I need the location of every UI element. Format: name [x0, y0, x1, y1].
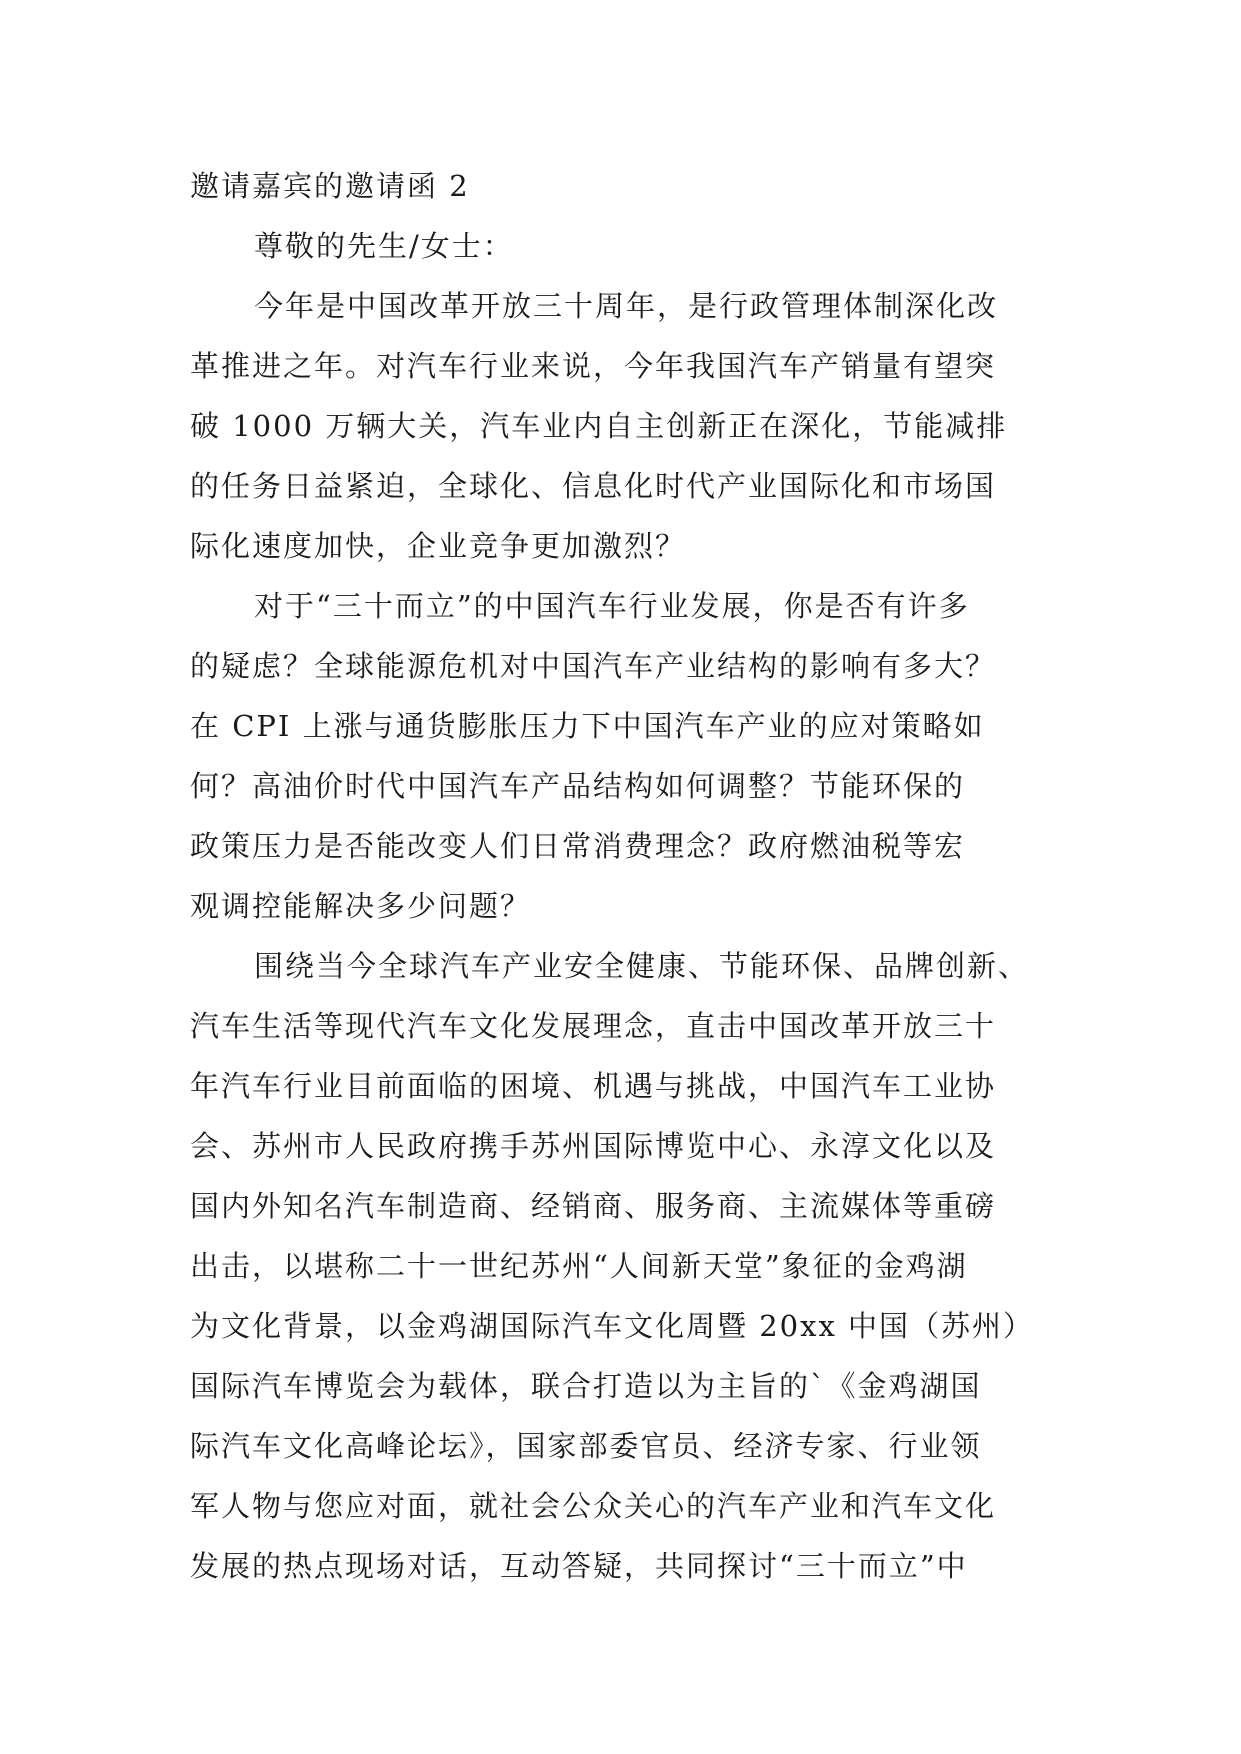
paragraph-line: 观调控能解决多少问题？ — [190, 889, 532, 923]
paragraph-line: 在 CPI 上涨与通货膨胀压力下中国汽车产业的应对策略如 — [190, 709, 985, 743]
paragraph-line: 今年是中国改革开放三十周年，是行政管理体制深化改 — [254, 289, 999, 323]
paragraph-line: 际化速度加快，企业竞争更加激烈？ — [190, 529, 687, 563]
paragraph-line: 何？高油价时代中国汽车产品结构如何调整？节能环保的 — [190, 769, 966, 803]
body-paragraph — [190, 944, 1060, 1604]
paragraph-line: 国际汽车博览会为载体，联合打造以为主旨的`《金鸡湖国 — [190, 1369, 982, 1403]
body-paragraph — [190, 584, 1060, 944]
paragraph-line: 年汽车行业目前面临的困境、机遇与挑战，中国汽车工业协 — [190, 1069, 997, 1103]
paragraph-line: 围绕当今全球汽车产业安全健康、节能环保、品牌创新、 — [254, 949, 1030, 983]
paragraph-line: 革推进之年。对汽车行业来说，今年我国汽车产销量有望突 — [190, 349, 997, 383]
body-paragraph — [190, 284, 1060, 584]
paragraph-line: 的疑虑？全球能源危机对中国汽车产业结构的影响有多大？ — [190, 649, 997, 683]
paragraph-line: 为文化背景，以金鸡湖国际汽车文化周暨 20xx 中国（苏州） — [190, 1309, 1035, 1343]
document-title: 邀请嘉宾的邀请函 2 — [190, 169, 470, 203]
paragraph-line: 军人物与您应对面，就社会公众关心的汽车产业和汽车文化 — [190, 1489, 997, 1523]
salutation: 尊敬的先生/女士： — [254, 229, 514, 263]
paragraph-line: 会、苏州市人民政府携手苏州国际博览中心、永淳文化以及 — [190, 1129, 997, 1163]
paragraph-list — [190, 284, 1060, 1604]
paragraph-line: 出击，以堪称二十一世纪苏州“人间新天堂”象征的金鸡湖 — [190, 1249, 968, 1283]
paragraph-line: 的任务日益紧迫，全球化、信息化时代产业国际化和市场国 — [190, 469, 997, 503]
paragraph-line: 汽车生活等现代汽车文化发展理念，直击中国改革开放三十 — [190, 1009, 997, 1043]
paragraph-line: 政策压力是否能改变人们日常消费理念？政府燃油税等宏 — [190, 829, 966, 863]
paragraph-line: 破 1000 万辆大关，汽车业内自主创新正在深化，节能减排 — [190, 409, 1008, 443]
paragraph-line: 国内外知名汽车制造商、经销商、服务商、主流媒体等重磅 — [190, 1189, 997, 1223]
paragraph-line: 发展的热点现场对话，互动答疑，共同探讨“三十而立”中 — [190, 1549, 968, 1583]
document-body — [190, 164, 1060, 1604]
paragraph-line: 际汽车文化高峰论坛》，国家部委官员、经济专家、行业领 — [190, 1429, 982, 1463]
paragraph-line: 对于“三十而立”的中国汽车行业发展，你是否有许多 — [254, 589, 970, 623]
